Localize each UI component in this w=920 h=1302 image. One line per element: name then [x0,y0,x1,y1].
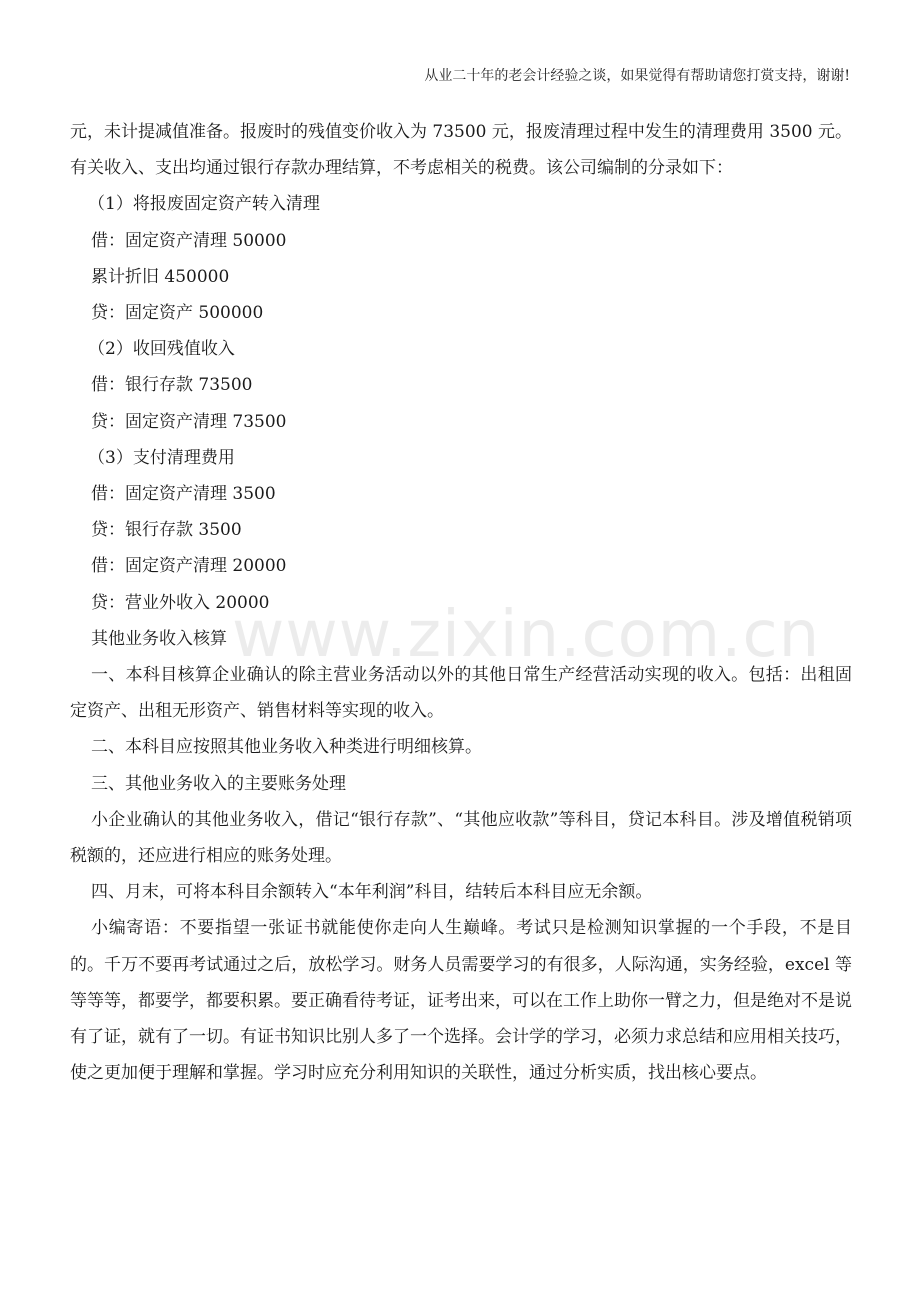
entry-line: 贷：银行存款 3500 [91,520,242,541]
paragraph-step-3: （3）支付清理费用 [88,447,235,468]
paragraph-item-3-detail: 小企业确认的其他业务收入，借记“银行存款”、“其他应收款”等科目，贷记本科目。涉及增值税销项税额的，还应进行相应的账务处理。 [70,809,852,867]
entry-line: 贷：固定资产 500000 [91,303,264,324]
entry-line: 借：固定资产清理 50000 [91,230,287,251]
entry-line: 贷：营业外收入 20000 [91,592,270,613]
paragraph-item-2: 二、本科目应按照其他业务收入种类进行明细核算。 [91,737,482,758]
paragraph-item-3: 三、其他业务收入的主要账务处理 [91,773,346,794]
entry-line: 借：固定资产清理 20000 [91,556,287,577]
paragraph-item-1: 一、本科目核算企业确认的除主营业务活动以外的其他日常生产经营活动实现的收入。包括：出租固定资产、出租无形资产、销售材料等实现的收入。 [70,665,852,722]
paragraph-step-1: （1）将报废固定资产转入清理 [88,194,320,215]
section-heading: 其他业务收入核算 [91,628,227,649]
paragraph-intro: 元，未计提减值准备。报废时的残值变价收入为 73500 元，报废清理过程中发生的清理费用 3500 元。有关收入、支出均通过银行存款办理结算，不考虑相关的税费。该公司编制的分录如下： [70,122,852,179]
paragraph-editor-note: 小编寄语：不要指望一张证书就能使你走向人生巅峰。考试只是检测知识掌握的一个手段，不是目的。千万不要再考试通过之后，放松学习。财务人员需要学习的有很多，人际沟通，实务经验，excel 等等等等，都要学，都要积累。要正确看待考证，证考出来，可以在工作上助你一臂之力，但是绝对不是说有了证，就有了一切。有证书知识比别人多了一个选择。会计学的学习，必须力求总结和应用相关技巧，使之更加便于理解和掌握。学习时应充分利用知识的关联性，通过分析实质，找出核心要点。 [70,918,852,1084]
document-body [70,114,852,1091]
entry-line: 贷：固定资产清理 73500 [91,411,287,432]
header-note: 从业二十年的老会计经验之谈，如果觉得有帮助请您打赏支持，谢谢! [424,68,850,84]
watermark: www.zixin.com.cn [232,598,821,672]
entry-line: 累计折旧 450000 [91,266,230,287]
paragraph-step-2: （2）收回残值收入 [88,339,235,360]
paragraph-item-4: 四、月末，可将本科目余额转入“本年利润”科目，结转后本科目应无余额。 [91,882,653,903]
entry-line: 借：银行存款 73500 [91,375,253,396]
entry-line: 借：固定资产清理 3500 [91,484,276,505]
